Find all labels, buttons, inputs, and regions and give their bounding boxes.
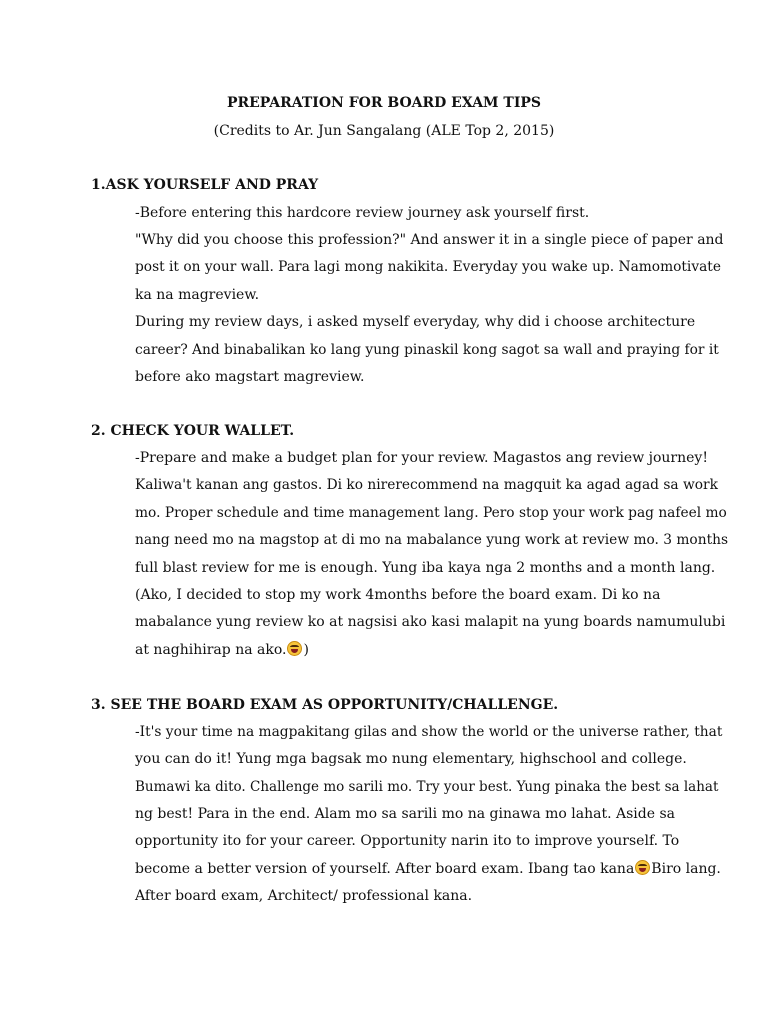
document-credits: (Credits to Ar. Jun Sangalang (ALE Top 2, 2015) (213, 123, 555, 139)
section-2-line: full blast review for me is enough. Yung iba kaya nga 2 months and a month lang. (135, 560, 716, 576)
section-2-line: mo. Proper schedule and time management lang. Pero stop your work pag nafeel mo (135, 505, 727, 521)
section-2-line: Kaliwa't kanan ang gastos. Di ko nirerecommend na magquit ka agad agad sa work (135, 477, 718, 493)
section-1-line: During my review days, i asked myself everyday, why did i choose architecture (135, 314, 696, 330)
section-2-line: (Ako, I decided to stop my work 4months before the board exam. Di ko na (135, 587, 661, 603)
section-3-line: opportunity ito for your career. Opportunity narin ito to improve yourself. To (135, 833, 680, 849)
section-3-emoji-line-text: become a better version of yourself. After board exam. Ibang tao kana (135, 861, 635, 877)
section-1-line: -Before entering this hardcore review journey ask yourself first. (135, 205, 590, 221)
section-3-emoji-line-after: Biro lang. (651, 861, 721, 877)
section-3-line: you can do it! Yung mga bagsak mo nung elementary, highschool and college. (135, 751, 687, 767)
section-3-line: ng best! Para in the end. Alam mo sa sarili mo na ginawa mo lahat. Aside sa (135, 806, 675, 822)
section-3-heading: 3. SEE THE BOARD EXAM AS OPPORTUNITY/CHALLENGE. (91, 697, 559, 713)
section-1-line: before ako magstart magreview. (135, 369, 365, 385)
document-title: PREPARATION FOR BOARD EXAM TIPS (226, 95, 542, 111)
section-3-line: Bumawi ka dito. Challenge mo sarili mo. Try your best. Yung pinaka the best sa lahat (135, 779, 719, 795)
section-2-line: nang need mo na magstop at di mo na mabalance yung work at review mo. 3 months (135, 532, 729, 548)
section-1-line: ka na magreview. (135, 287, 260, 303)
section-1-line: career? And binabalikan ko lang yung pinaskil kong sagot sa wall and praying for it (135, 342, 719, 358)
section-3-emoji-line (135, 859, 721, 879)
laughing-emoji-icon (635, 860, 650, 875)
section-1-line: "Why did you choose this profession?" And answer it in a single piece of paper and (135, 232, 724, 248)
section-2-last-line (135, 640, 309, 660)
section-1-heading: 1.ASK YOURSELF AND PRAY (91, 177, 319, 193)
section-2-line: mabalance yung review ko at nagsisi ako kasi malapit na yung boards namumulubi (135, 614, 726, 630)
section-2-closing-paren: ) (303, 642, 309, 658)
section-2-line: -Prepare and make a budget plan for your review. Magastos ang review journey! (135, 450, 708, 466)
section-1-line: post it on your wall. Para lagi mong nakikita. Everyday you wake up. Namomotivate (135, 259, 721, 275)
section-2-last-line-text: at naghihirap na ako. (135, 642, 287, 658)
laughing-emoji-icon (287, 641, 302, 656)
section-3-line: -It's your time na magpakitang gilas and show the world or the universe rather, that (135, 724, 723, 740)
section-2-heading: 2. CHECK YOUR WALLET. (91, 423, 295, 439)
section-3-final-line: After board exam, Architect/ professional kana. (135, 888, 473, 904)
